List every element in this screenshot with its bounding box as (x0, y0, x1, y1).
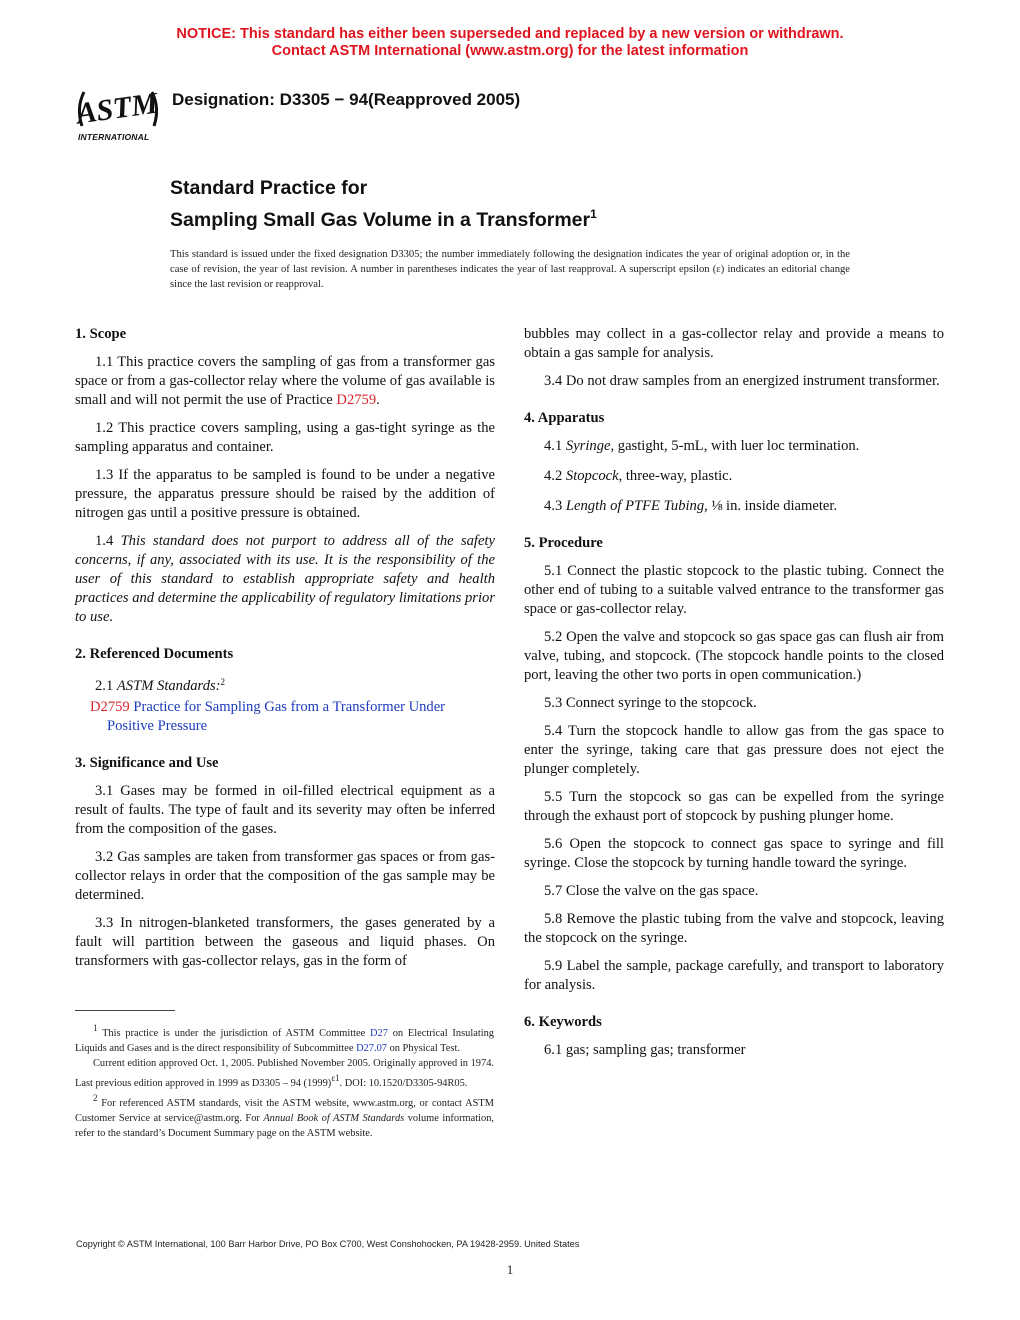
footnote-1 (75, 1021, 494, 1056)
para-5-4: 5.4 Turn the stopcock handle to allow gas from the gas space to enter the syringe, taking care that gas pressure does not eject the plunger completely. (524, 723, 944, 777)
para-4-3-text: ⅛ in. inside diameter. (707, 498, 838, 514)
section-procedure (524, 534, 944, 995)
keywords-heading: 6. Keywords (524, 1014, 602, 1030)
section-apparatus (524, 409, 944, 516)
section-scope (75, 325, 495, 627)
para-5-7: 5.7 Close the valve on the gas space. (544, 883, 759, 899)
footnote-divider (75, 1010, 175, 1011)
para-4-1-text: gastight, 5-mL, with luer loc termination. (614, 438, 860, 454)
para-3-2: 3.2 Gas samples are taken from transformer gas spaces or from gas-collector relays in order that the composition of the gas sample may be determined. (75, 849, 495, 903)
para-1-1-end: . (376, 392, 380, 408)
para-4-2-text: three-way, plastic. (622, 468, 733, 484)
apparatus-heading: 4. Apparatus (524, 410, 605, 426)
footnote-1-text-a: This practice is under the jurisdiction of ASTM Committee (97, 1028, 371, 1039)
footnote-1-edition (75, 1056, 494, 1091)
para-1-4-text: This standard does not purport to address all of the safety concerns, if any, associated with its use. It is the responsibility of the user of this standard to establish appropriate safety and health practices and determine the applicability of regulatory limitations prior to use. (75, 533, 495, 625)
logo-international-text: INTERNATIONAL (78, 132, 150, 142)
footnote-2-text-a: For referenced ASTM standards, visit the ASTM website, www.astm.org, or contact ASTM Customer Service at service@astm.org. For (75, 1098, 494, 1124)
reference-d2759[interactable] (75, 698, 495, 736)
para-4-3-num: 4.3 (544, 498, 566, 514)
para-5-9: 5.9 Label the sample, package carefully, and transport to laboratory for analysis. (524, 958, 944, 993)
section-referenced-documents (75, 645, 495, 736)
footnote-1-edition-text: Current edition approved Oct. 1, 2005. Published November 2005. Originally approved in 1974. Last previous edition approved in 1999 as D3305 – 94 (1999) (75, 1058, 494, 1089)
notice-line-1: NOTICE: This standard has either been superseded and replaced by a new version or withdrawn. (176, 26, 844, 42)
procedure-heading: 5. Procedure (524, 535, 603, 551)
para-4-1-term: Syringe, (565, 438, 615, 454)
title-line-1: Standard Practice for (170, 177, 368, 199)
issuance-statement: This standard is issued under the fixed designation D3305; the number immediately following the designation indicates the year of original adoption or, in the case of revision, the year of last revision. A number in parentheses indicates the year of last reapproval. A superscript epsilon (ε) indicates an editorial change since the last revision or reapproval. (170, 249, 850, 290)
reference-code[interactable]: D2759 (90, 699, 130, 715)
link-d2759[interactable]: D2759 (336, 392, 377, 408)
para-3-4: 3.4 Do not draw samples from an energized instrument transformer. (544, 373, 940, 389)
link-d27-07[interactable]: D27.07 (356, 1043, 387, 1054)
title-line-2-text: Sampling Small Gas Volume in a Transformer (170, 209, 591, 231)
para-1-1 (75, 353, 495, 410)
right-column (524, 325, 944, 1078)
para-2-1-num: 2.1 (95, 678, 117, 694)
para-4-2-term: Stopcock, (565, 468, 623, 484)
para-1-3: 1.3 If the apparatus to be sampled is found to be under a negative pressure, the apparatus pressure should be raised by the addition of nitrogen gas until a positive pressure is obtained. (75, 467, 495, 521)
section-keywords (524, 1013, 944, 1060)
para-1-4-num: 1.4 (95, 533, 121, 549)
para-2-1-sup: 2 (220, 677, 226, 687)
para-2-1 (75, 673, 495, 696)
footnote-2 (75, 1091, 494, 1141)
superseded-notice (0, 26, 1020, 60)
para-5-2: 5.2 Open the valve and stopcock so gas space gas can flush air from valve, tubing, and stopcock. (The stopcock handle points to the closed port, leaving the other two ports in open communication.) (524, 629, 944, 683)
logo-mark-text: ASTM (74, 86, 160, 131)
page-number: 1 (506, 1262, 514, 1277)
designation: Designation: D3305 − 94(Reapproved 2005) (172, 90, 521, 109)
para-1-1-text: 1.1 This practice covers the sampling of gas from a transformer gas space or from a gas-collector relay where the volume of gas available is small and will not permit the use of Practice (75, 354, 495, 408)
section-significance (75, 754, 495, 971)
para-3-3-cont: bubbles may collect in a gas-collector relay and provide a means to obtain a gas sample for analysis. (524, 326, 944, 361)
para-5-6: 5.6 Open the stopcock to connect gas space to syringe and fill syringe. Close the stopcock by turning handle toward the syringe. (524, 836, 944, 871)
para-3-1: 3.1 Gases may be formed in oil-filled electrical equipment as a result of faults. The type of fault and its severity may often be inferred from the composition of the gases. (75, 783, 495, 837)
notice-line-2: Contact ASTM International (www.astm.org) for the latest information (271, 43, 749, 59)
para-1-4 (75, 532, 495, 627)
para-1-2: 1.2 This practice covers sampling, using a gas-tight syringe as the sampling apparatus and container. (75, 420, 495, 455)
para-2-1-text: ASTM Standards: (116, 678, 221, 694)
footnote-2-italic: Annual Book of ASTM Standards (263, 1113, 405, 1124)
significance-heading: 3. Significance and Use (75, 755, 219, 771)
scope-heading: 1. Scope (75, 326, 127, 342)
para-3-3: 3.3 In nitrogen-blanketed transformers, the gases generated by a fault will partition between the gaseous and liquid phases. On transformers with gas-collector relays, gas in the form of (75, 915, 495, 969)
para-5-1: 5.1 Connect the plastic stopcock to the plastic tubing. Connect the other end of tubing to a suitable valved entrance to the transformer gas space or gas-collector relay. (524, 563, 944, 617)
link-d27[interactable]: D27 (370, 1028, 388, 1039)
para-4-1 (524, 437, 944, 456)
footnote-1-text-c: on Physical Test. (386, 1043, 460, 1054)
footnote-2-mark: 2 (93, 1093, 98, 1103)
para-4-3-term: Length of PTFE Tubing, (565, 498, 708, 514)
footnote-1-doi: . DOI: 10.1520/D3305-94R05. (339, 1078, 468, 1089)
copyright-notice: Copyright © ASTM International, 100 Barr Harbor Drive, PO Box C700, West Conshohocken, PA 19428-2959. United States (76, 1239, 580, 1249)
referenced-heading: 2. Referenced Documents (75, 646, 234, 662)
footnotes (75, 1021, 494, 1141)
left-column (75, 325, 495, 989)
para-5-3: 5.3 Connect syringe to the stopcock. (544, 695, 757, 711)
para-4-1-num: 4.1 (544, 438, 566, 454)
para-5-5: 5.5 Turn the stopcock so gas can be expelled from the syringe through the exhaust port of stopcock by pushing plunger home. (524, 789, 944, 824)
footnote-1-text-b: on Electrical Insulating Liquids and Gases and is the direct responsibility of Subcommittee (75, 1028, 494, 1054)
para-4-2-num: 4.2 (544, 468, 566, 484)
footnote-1-epsilon: ε1 (331, 1073, 340, 1083)
section-significance-cont (524, 325, 944, 391)
title-line-2 (170, 201, 597, 233)
para-5-8: 5.8 Remove the plastic tubing from the valve and stopcock, leaving the stopcock on the syringe. (524, 911, 944, 946)
title-footnote-mark: 1 (590, 207, 597, 221)
para-4-2 (524, 467, 944, 486)
footnote-1-mark: 1 (93, 1023, 98, 1033)
para-4-3 (524, 497, 944, 516)
footnote-2-text-b: volume information, refer to the standard’s Document Summary page on the ASTM website. (75, 1113, 494, 1139)
document-title (170, 175, 597, 233)
para-6-1: 6.1 gas; sampling gas; transformer (544, 1042, 746, 1058)
reference-title[interactable]: Practice for Sampling Gas from a Transformer Under Positive Pressure (107, 699, 446, 734)
